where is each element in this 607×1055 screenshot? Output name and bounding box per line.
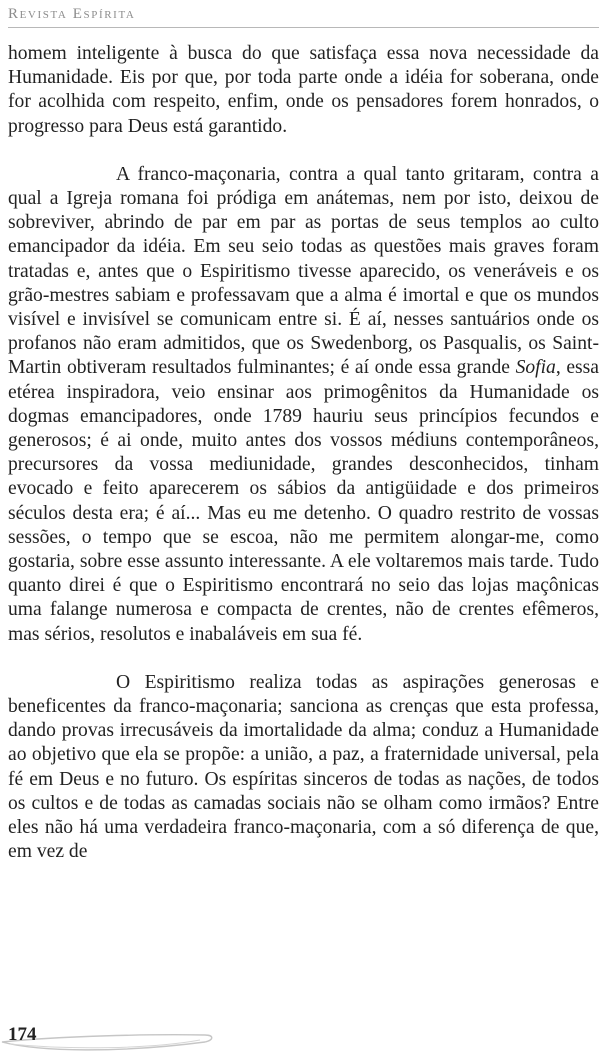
header-rule bbox=[8, 27, 599, 28]
paragraph-espiritismo bbox=[8, 671, 599, 865]
paragraph-continuation bbox=[8, 42, 599, 139]
paragraph-franco-maconaria bbox=[8, 163, 599, 647]
italic-word-sofia: Sofia bbox=[515, 357, 556, 379]
running-header-title: Revista Espírita bbox=[8, 6, 136, 22]
page-number: 174 bbox=[8, 1024, 37, 1045]
paragraph-text: O Espiritismo realiza todas as aspirações generosas e beneficentes da franco-maçonaria; sanciona as crenças que esta professa, dando provas irrecusáveis da imortalidade da alma; conduz a Humanidade ao objetivo que ela se propõe: a união, a paz, a fraternidade universal, pela fé em Deus e no futuro. Os espíritas sinceros de todas as nações, de todos os cultos e de todas as camadas sociais não se olham como irmãos? Entre eles não há uma verdadeira franco-maçonaria, com a só diferença de que, em vez de bbox=[8, 671, 599, 863]
paragraph-text-continued: , essa etérea inspiradora, veio ensinar aos primogênitos da Humanidade os dogmas emancipadores, onde 1789 hauriu seus princípios fecundos e generosos; é ai onde, muito antes dos vossos médiuns contemporâneos, precursores da vossa mediunidade, grandes desconhecidos, tinham evocado e feito aparecerem os sábios da antigüidade e dos primeiros séculos desta era; é aí... Mas eu me detenho. O quadro restrito de vossas sessões, o tempo que se escoa, não me permitem alongar-me, como gostaria, sobre esse assunto interessante. A ele voltaremos mais tarde. Tudo quanto direi é que o Espiritismo encontrará no seio das lojas maçônicas uma falange numerosa e compacta de crentes, não de crentes efêmeros, mas sérios, resolutos e inabaláveis em sua fé. bbox=[8, 357, 599, 645]
paragraph-text: homem inteligente à busca do que satisfaça essa nova necessidade da Humanidade. Eis por que, por toda parte onde a idéia for soberana, onde for acolhida com respeito, enfim, onde os pensadores forem honrados, o progresso para Deus está garantido. bbox=[8, 43, 599, 137]
paragraph-text: A franco-maçonaria, contra a qual tanto gritaram, contra a qual a Igreja romana foi pródiga em anátemas, nem por isto, deixou de sobreviver, abrindo de par em par as portas de seus templos ao culto emancipador da idéia. Em seu seio todas as questões mais graves foram tratadas e, antes que o Espiritismo tivesse aparecido, os veneráveis e os grão-mestres sabiam e professavam que a alma é imortal e que os mundos visível e invisível se comunicam entre si. É aí, nesses santuários onde os profanos não eram admitidos, que os Swedenborg, os Pasqualis, os Saint-Martin obtiveram resultados fulminantes; é aí onde essa grande bbox=[8, 163, 599, 379]
body-text bbox=[8, 42, 599, 865]
